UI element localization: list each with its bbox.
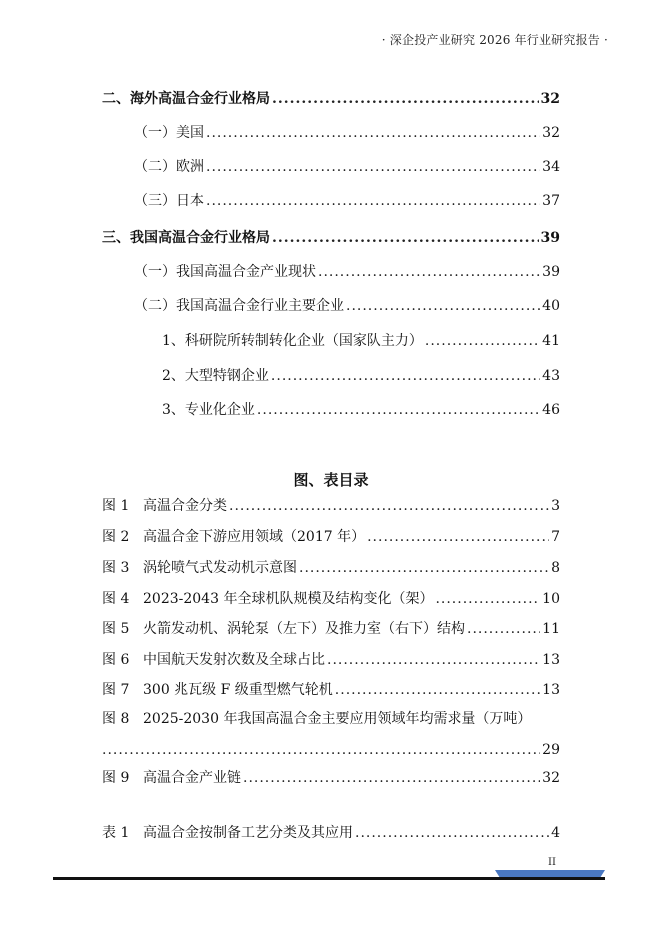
toc-entry-label: 二、海外高温合金行业格局 [102,91,270,107]
leader-dots [425,332,540,350]
toc-entry[interactable] [134,192,560,210]
leader-dots [102,741,540,759]
leader-dots [206,124,540,142]
figure-number: 图 6 [102,652,130,668]
toc-entry[interactable] [102,90,560,108]
toc-entry[interactable] [162,332,560,350]
figure-page: 13 [542,652,560,668]
table-page: 4 [551,825,560,841]
figure-label: 2025-2030 年我国高温合金主要应用领域年均需求量（万吨） [143,711,532,727]
leader-dots [206,192,540,210]
toc-entry[interactable] [134,124,560,142]
figure-label: 涡轮喷气式发动机示意图 [143,560,297,576]
toc-entry-label: （三）日本 [134,193,204,209]
leader-dots [271,367,540,385]
figure-page: 13 [542,682,560,698]
figure-number: 图 4 [102,591,130,607]
toc-entry-label: 2、大型特钢企业 [162,368,269,384]
toc-entry-page: 39 [542,264,560,280]
figure-entry[interactable] [102,497,560,515]
toc-entry-page: 41 [542,333,560,349]
footer-accent-tab [495,870,605,877]
toc-entry-label: （一）我国高温合金产业现状 [134,264,316,280]
figure-entry[interactable] [102,769,560,787]
toc-entry-label: （二）欧洲 [134,159,204,175]
leader-dots [299,559,549,577]
toc-entry[interactable] [162,401,560,419]
leader-dots [327,651,540,669]
toc-entry-page: 32 [540,91,560,107]
toc-entry-label: 1、科研院所转制转化企业（国家队主力） [162,333,423,349]
figure-entry[interactable] [102,710,531,728]
figure-label: 中国航天发射次数及全球占比 [143,652,325,668]
figure-page: 7 [551,529,560,545]
leader-dots [435,590,540,608]
toc-entry[interactable] [134,263,560,281]
figure-entry[interactable] [102,651,560,669]
toc-entry-label: 3、专业化企业 [162,402,255,418]
figure-page: 8 [551,560,560,576]
toc-entry[interactable] [134,297,560,315]
figure-number: 图 7 [102,682,130,698]
leader-dots [272,90,539,108]
leader-dots [243,769,540,787]
figure-entry[interactable] [102,590,560,608]
figure-entry-continuation[interactable] [102,741,560,759]
toc-entry-label: （一）美国 [134,125,204,141]
figure-number: 图 3 [102,560,130,576]
figure-number: 图 8 [102,711,130,727]
table-entry[interactable] [102,824,560,842]
toc-entry-page: 43 [542,368,560,384]
leader-dots [346,297,540,315]
figure-number: 图 1 [102,498,130,514]
toc-entry-page: 46 [542,402,560,418]
toc-entry-page: 34 [542,159,560,175]
figure-entry[interactable] [102,528,560,546]
figure-label: 高温合金分类 [143,498,227,514]
figures-tables-title: 图、表目录 [293,471,369,489]
figure-page: 10 [542,591,560,607]
toc-entry[interactable] [162,367,560,385]
figure-label: 2023-2043 年全球机队规模及结构变化（架） [143,591,434,607]
toc-entry-label: 三、我国高温合金行业格局 [102,230,270,246]
leader-dots [467,620,540,638]
figure-page: 32 [542,770,560,786]
toc-entry-label: （二）我国高温合金行业主要企业 [134,298,344,314]
table-label: 高温合金按制备工艺分类及其应用 [143,825,353,841]
figure-label: 300 兆瓦级 F 级重型燃气轮机 [143,682,333,698]
figure-entry[interactable] [102,681,560,699]
leader-dots [355,824,549,842]
figure-page: 11 [542,621,560,637]
figure-entry[interactable] [102,620,560,638]
figure-number: 图 9 [102,770,130,786]
figure-page: 29 [542,742,560,758]
figure-page: 3 [551,498,560,514]
figure-number: 图 5 [102,621,130,637]
figure-label: 高温合金下游应用领域（2017 年） [143,529,366,545]
figure-entry[interactable] [102,559,560,577]
toc-entry-page: 39 [540,230,560,246]
toc-entry-page: 32 [542,125,560,141]
figure-label: 火箭发动机、涡轮泵（左下）及推力室（右下）结构 [143,621,465,637]
leader-dots [257,401,540,419]
figure-number: 图 2 [102,529,130,545]
leader-dots [367,528,549,546]
leader-dots [272,229,539,247]
toc-entry-page: 40 [542,298,560,314]
leader-dots [318,263,540,281]
toc-entry[interactable] [134,158,560,176]
page-number: II [548,857,556,868]
toc-entry[interactable] [102,229,560,247]
toc-entry-page: 37 [542,193,560,209]
leader-dots [335,681,540,699]
leader-dots [206,158,540,176]
page-header: · 深企投产业研究 2026 年行业研究报告 · [381,33,608,47]
figure-label: 高温合金产业链 [143,770,241,786]
footer-rule [53,877,605,880]
table-number: 表 1 [102,825,130,841]
leader-dots [229,497,549,515]
